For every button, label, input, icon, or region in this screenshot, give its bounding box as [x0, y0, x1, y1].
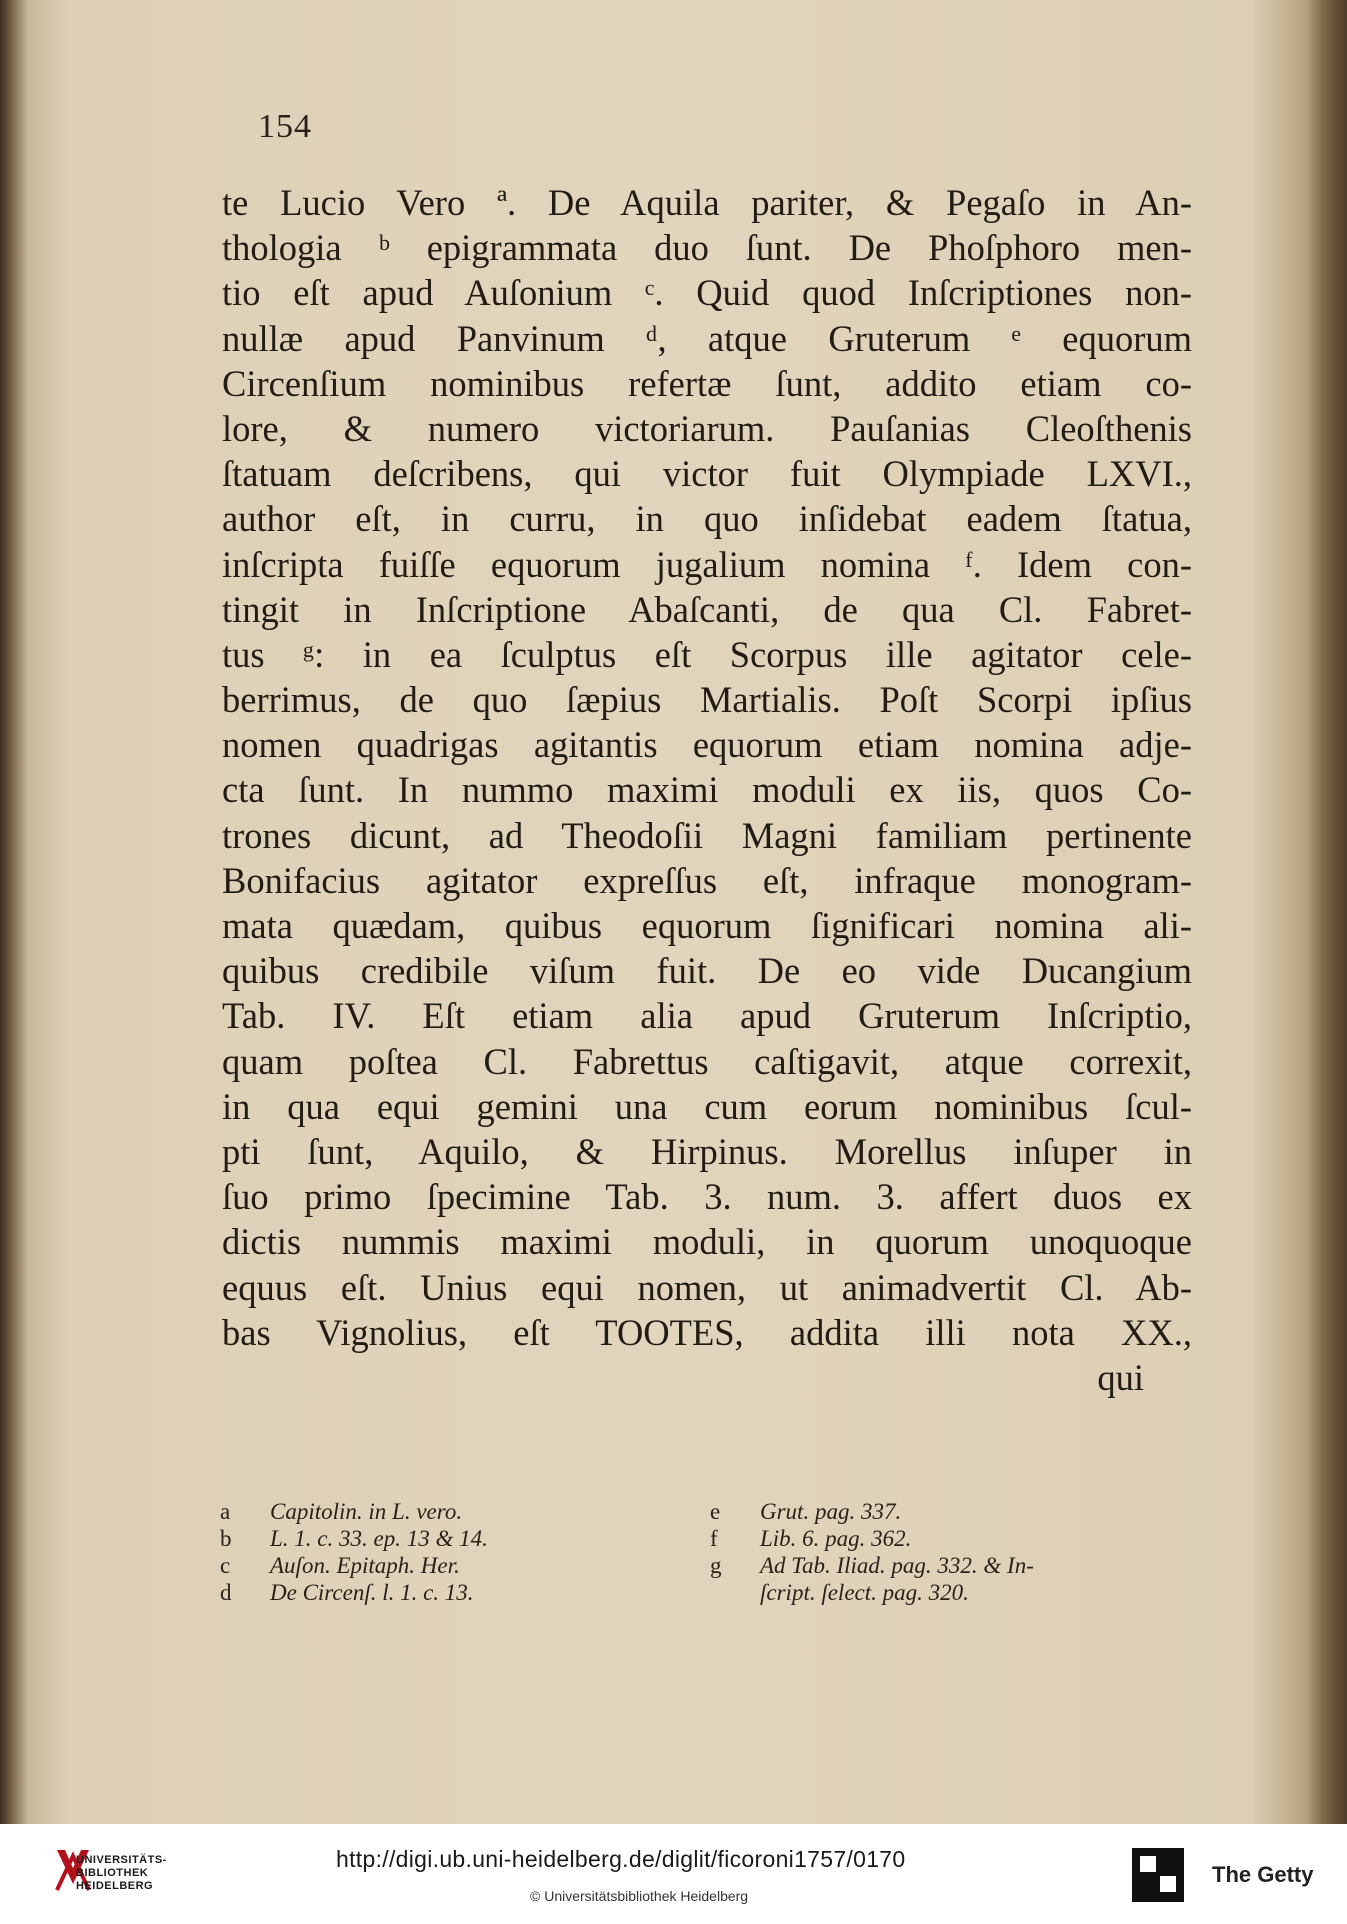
footnote-text: De Circenſ. l. 1. c. 13.	[270, 1580, 474, 1605]
text-line: cta ſunt. In nummo maximi moduli ex iis, quos Co-	[222, 769, 1192, 811]
text-line: author eſt, in curru, in quo inſidebat eadem ſtatua,	[222, 498, 1192, 540]
text-line: ſuo primo ſpecimine Tab. 3. num. 3. affert duos ex	[222, 1176, 1192, 1218]
viewer-footer	[0, 1824, 1347, 1924]
footnote-text: Ad Tab. Iliad. pag. 332. & In-	[760, 1553, 1034, 1578]
footnote	[220, 1525, 680, 1552]
text-line: mata quædam, quibus equorum ſignificari nomina ali-	[222, 905, 1192, 946]
page-url-link[interactable]: http://digi.ub.uni-heidelberg.de/diglit/ficoroni1757/0170	[336, 1846, 906, 1872]
footnote-letter: c	[220, 1553, 231, 1578]
catchword: qui	[1097, 1356, 1144, 1398]
footnote	[220, 1498, 680, 1525]
text-line: bas Vignolius, eſt TOOTES, addita illi nota XX.,	[222, 1311, 1192, 1353]
text-line: te Lucio Vero ª. De Aquila pariter, & Pegaſo in An-	[222, 182, 1192, 223]
text-line: trones dicunt, ad Theodoſii Magni familiam pertinente	[222, 814, 1192, 856]
text-line: in qua equi gemini una cum eorum nominibus ſcul-	[222, 1085, 1192, 1127]
footnote	[220, 1552, 680, 1579]
text-line: nomen quadrigas agitantis equorum etiam nomina adje-	[222, 724, 1192, 766]
footnote-text: Capitolin. in L. vero.	[270, 1499, 463, 1524]
text-line: thologia ᵇ epigrammata duo ſunt. De Phoſphoro men-	[222, 227, 1192, 269]
text-line: ſtatuam deſcribens, qui victor fuit Olympiade LXVI.,	[222, 453, 1192, 495]
footnote-letter: f	[710, 1526, 718, 1551]
footnote-text: Grut. pag. 337.	[760, 1499, 902, 1524]
copyright-notice: © Universitätsbibliothek Heidelberg	[530, 1888, 749, 1904]
partner-name: The Getty	[1212, 1862, 1314, 1887]
body-text	[222, 180, 1192, 1400]
footnote-letter: e	[710, 1499, 721, 1524]
page-number: 154	[258, 108, 312, 145]
footnote	[710, 1525, 1210, 1552]
footnote-continuation: ſcript. ſelect. pag. 320.	[760, 1580, 969, 1605]
text-line: quibus credibile viſum fuit. De eo vide Ducangium	[222, 950, 1192, 992]
footnote-text: Auſon. Epitaph. Her.	[270, 1553, 460, 1578]
footnote-letter: d	[220, 1580, 232, 1605]
footnotes-left-column	[220, 1498, 680, 1606]
text-line: equus eſt. Unius equi nomen, ut animadvertit Cl. Ab-	[222, 1266, 1192, 1308]
text-line: tus ᵍ: in ea ſculptus eſt Scorpus ille agitator cele-	[222, 633, 1192, 675]
text-line: pti ſunt, Aquilo, & Hirpinus. Morellus inſuper in	[222, 1130, 1192, 1172]
footnote-letter: b	[220, 1526, 232, 1551]
text-line: dictis nummis maximi moduli, in quorum unoquoque	[222, 1221, 1192, 1263]
footnote	[220, 1579, 680, 1606]
footnote-letter: a	[220, 1499, 231, 1524]
footnote-text: L. 1. c. 33. ep. 13 & 14.	[270, 1526, 488, 1551]
text-line: Bonifacius agitator expreſſus eſt, infraque monogram-	[222, 859, 1192, 901]
footnote-letter: g	[710, 1553, 722, 1578]
text-line: nullæ apud Panvinum ᵈ, atque Gruterum ᵉ equorum	[222, 317, 1192, 359]
footnote	[710, 1498, 1210, 1525]
library-name: UNIVERSITÄTS- BIBLIOTHEK HEIDELBERG	[76, 1854, 167, 1892]
text-line: tio eſt apud Auſonium ᶜ. Quid quod Inſcriptiones non-	[222, 272, 1192, 314]
text-line: berrimus, de quo ſæpius Martialis. Poſt Scorpi ipſius	[222, 679, 1192, 721]
text-line: lore, & numero victoriarum. Pauſanias Cleoſthenis	[222, 407, 1192, 449]
text-line: Tab. IV. Eſt etiam alia apud Gruterum Inſcriptio,	[222, 995, 1192, 1037]
getty-logo-icon	[1130, 1846, 1186, 1904]
text-line: inſcripta fuiſſe equorum jugalium nomina ᶠ. Idem con-	[222, 543, 1192, 585]
footnotes-right-column	[710, 1498, 1210, 1606]
footnote	[710, 1552, 1210, 1579]
footnote-text: Lib. 6. pag. 362.	[760, 1526, 912, 1551]
text-line: Circenſium nominibus refertæ ſunt, addito etiam co-	[222, 362, 1192, 404]
text-line: tingit in Inſcriptione Abaſcanti, de qua Cl. Fabret-	[222, 588, 1192, 630]
text-line: quam poſtea Cl. Fabrettus caſtigavit, atque correxit,	[222, 1040, 1192, 1082]
